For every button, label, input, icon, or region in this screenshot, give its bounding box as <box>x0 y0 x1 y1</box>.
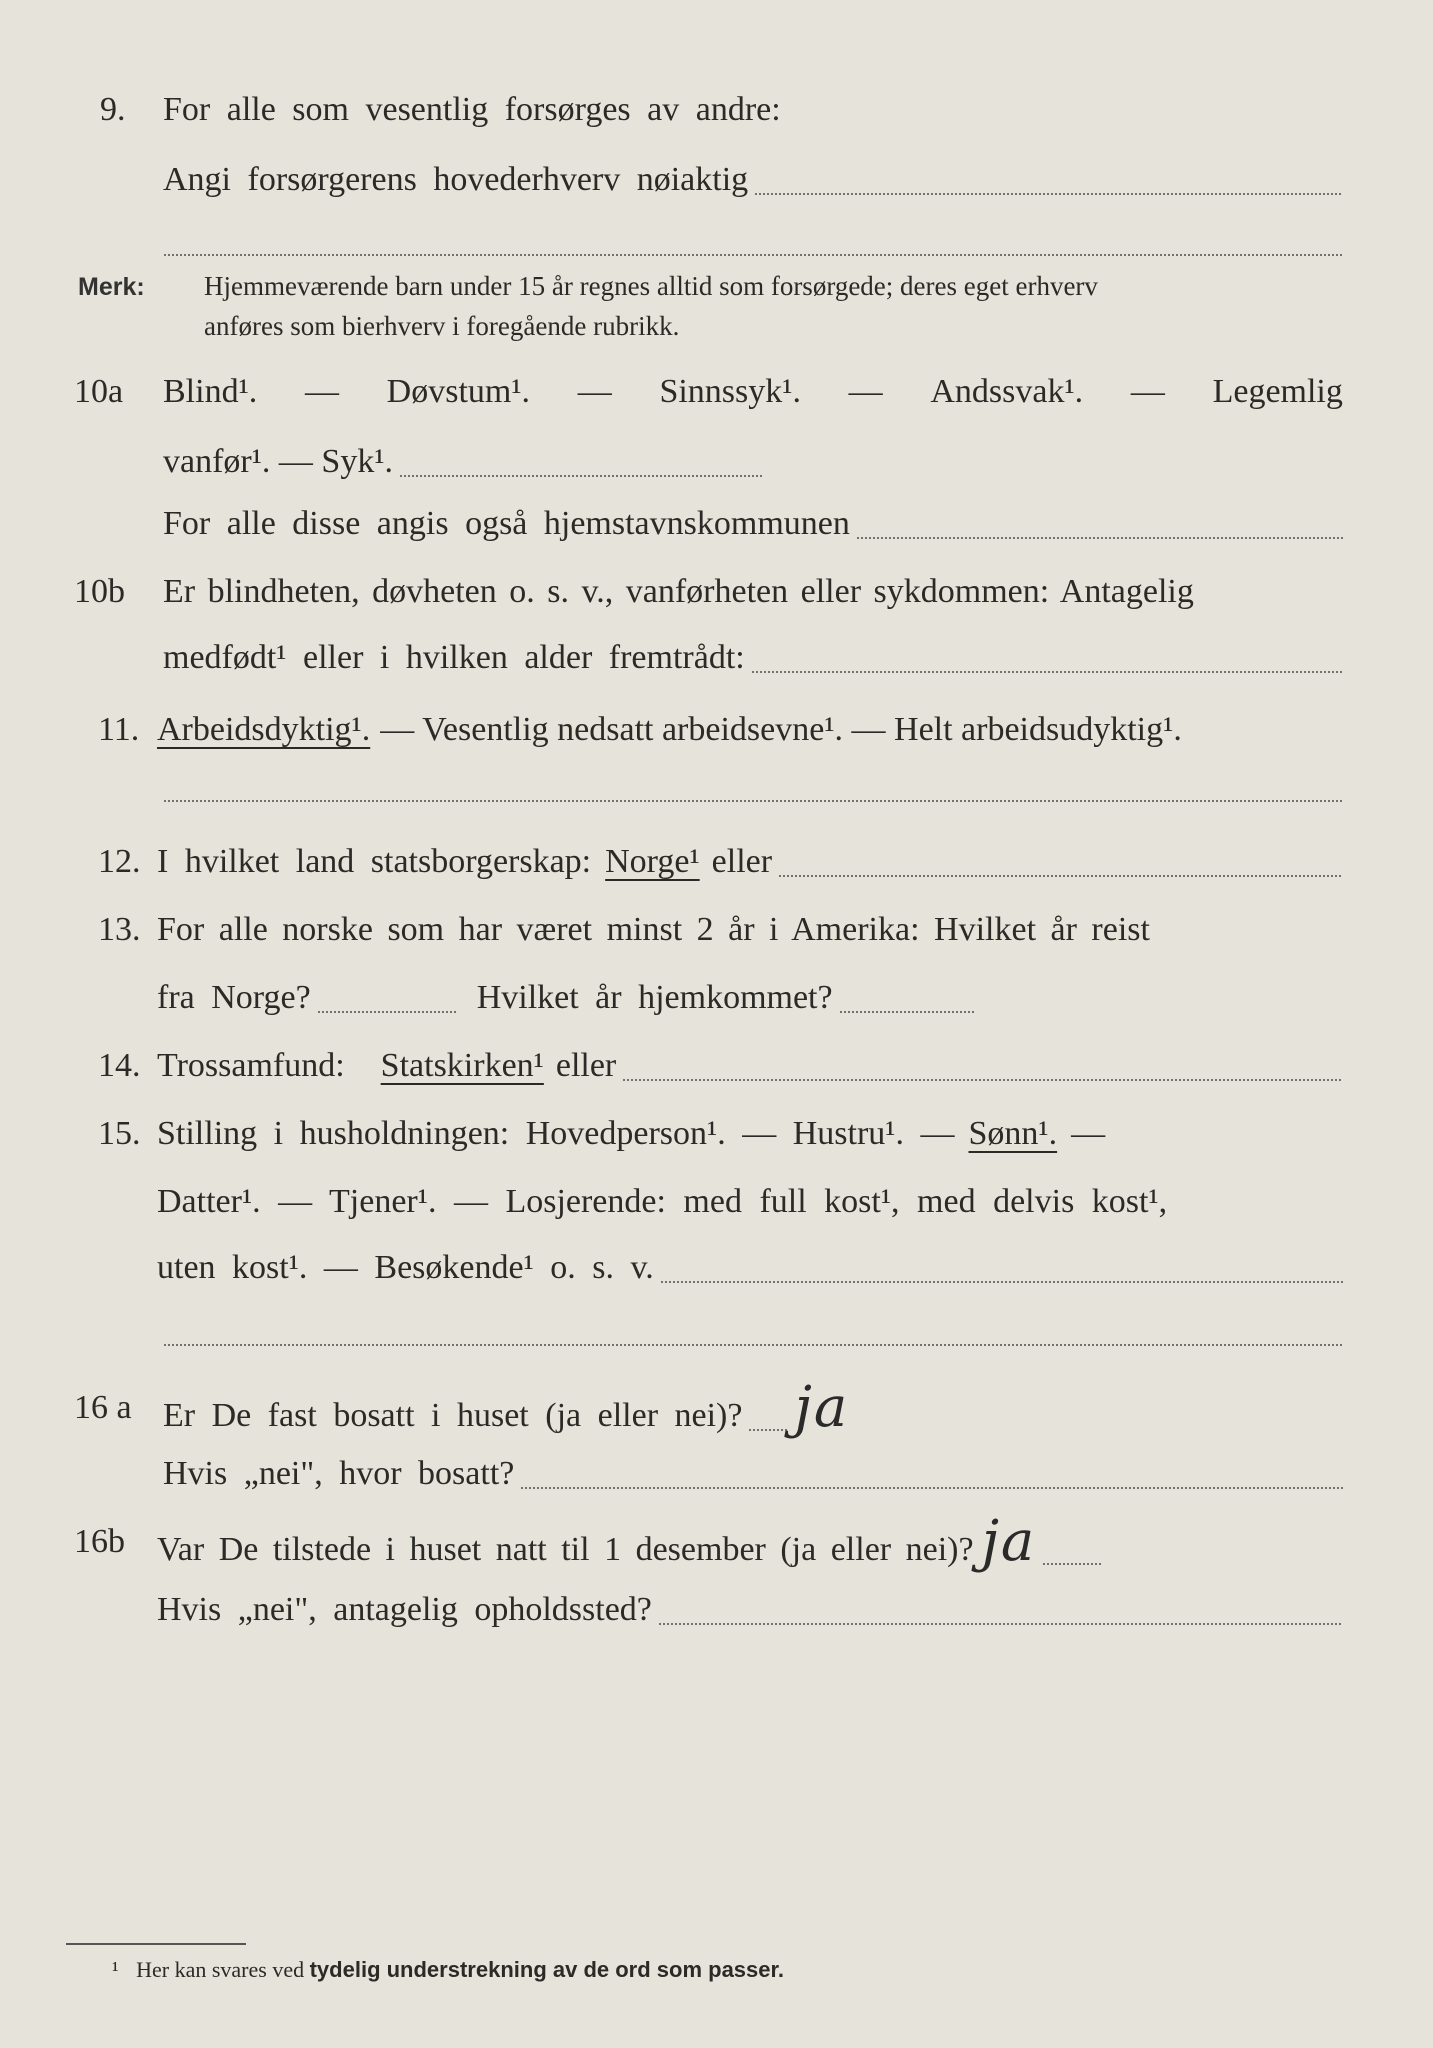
q13-line1: For alle norske som har været minst 2 år i Amerika: Hvilket år reist <box>157 911 1150 948</box>
q16a-line2: Hvis „nei", hvor bosatt? <box>163 1455 515 1492</box>
q16b-row2 <box>0 1580 1433 1640</box>
q9-number: 9. <box>100 91 126 128</box>
q16a-row2 <box>0 1444 1433 1504</box>
q10a-andssvak[interactable]: Andssvak¹. <box>930 373 1084 410</box>
q10a-hjemstavn-answer-line[interactable] <box>856 537 1343 539</box>
merk-note <box>204 266 1343 346</box>
q15-answer-line[interactable] <box>660 1281 1343 1283</box>
q16a-line1: Er De fast bosatt i huset (ja eller nei)? <box>163 1397 743 1434</box>
q10a-line2[interactable]: vanfør¹. — Syk¹. <box>163 443 394 480</box>
q10a-legemlig[interactable]: Legemlig <box>1212 373 1343 410</box>
q15-row2 <box>0 1172 1433 1232</box>
q10a-blind[interactable]: Blind¹. <box>163 373 258 410</box>
q13-fra-norge: fra Norge? <box>157 979 311 1016</box>
q10a-dash-4: — <box>1130 373 1165 410</box>
q10b-line1: Er blindheten, døvheten o. s. v., vanførheten eller sykdommen: Antagelig <box>163 573 1194 610</box>
q16b-line1: Var De tilstede i huset natt til 1 desember (ja eller nei)? <box>157 1531 974 1568</box>
q10a-number: 10a <box>74 373 124 410</box>
q10b-answer-line[interactable] <box>751 671 1343 673</box>
q9-row <box>0 80 1433 140</box>
q13-hjemkommet: Hvilket år hjemkommet? <box>476 979 833 1016</box>
q10a-options <box>163 362 1343 422</box>
q12-number: 12. <box>98 843 141 880</box>
q10a-row3 <box>0 494 1433 554</box>
q9-row2 <box>0 150 1433 210</box>
q10a-row <box>0 362 1433 422</box>
q12-prefix: I hvilket land statsborgerskap: <box>157 843 592 880</box>
q14-answer-line[interactable] <box>622 1079 1343 1081</box>
q13-hjemkommet-answer-line[interactable] <box>839 1011 974 1013</box>
q9-line1: For alle som vesentlig forsørges av andre: <box>163 91 781 128</box>
q16b-line2: Hvis „nei", antagelig opholdssted? <box>157 1591 652 1628</box>
merk-label: Merk: <box>78 273 145 301</box>
q15-number: 15. <box>98 1115 141 1152</box>
q11-number: 11. <box>98 711 140 748</box>
q10b-row2 <box>0 628 1433 688</box>
footnote-text: Her kan svares ved <box>136 1957 305 1982</box>
q13-reist-answer-line[interactable] <box>317 1011 457 1013</box>
q14-prefix: Trossamfund: <box>157 1047 345 1084</box>
q11-answer-line[interactable] <box>163 800 1343 802</box>
q9-extra-answer-line[interactable] <box>163 254 1343 256</box>
q16a-row <box>0 1375 1433 1440</box>
q16b-number: 16b <box>74 1523 125 1560</box>
q9-answer-line[interactable] <box>754 193 1343 195</box>
q10a-dovstum[interactable]: Døvstum¹. <box>386 373 531 410</box>
q9-line2: Angi forsørgerens hovederhverv nøiaktig <box>163 161 749 198</box>
q10b-row <box>0 562 1433 622</box>
q14-statskirken-underlined[interactable]: Statskirken¹ <box>380 1047 544 1084</box>
footnote <box>112 1955 784 1985</box>
q10a-dash-1: — <box>304 373 339 410</box>
q14-row <box>0 1036 1433 1096</box>
q10a-sinnssyk[interactable]: Sinnssyk¹. <box>659 373 801 410</box>
q13-row <box>0 900 1433 960</box>
merk-line1: Hjemmeværende barn under 15 år regnes alltid som forsørgede; deres eget erhverv <box>204 271 1098 301</box>
merk-line2: anføres som bierhverv i foregående rubrikk. <box>204 311 680 341</box>
q15-line2[interactable]: Datter¹. — Tjener¹. — Losjerende: med full kost¹, med delvis kost¹, <box>157 1183 1168 1220</box>
q10b-number: 10b <box>74 573 125 610</box>
q16b-row <box>0 1509 1433 1574</box>
q13-number: 13. <box>98 911 141 948</box>
q16a-answer-line[interactable] <box>748 1429 788 1431</box>
q14-eller: eller <box>555 1047 617 1084</box>
q15-dash: — <box>1071 1115 1106 1152</box>
q16a-handwritten-answer[interactable]: ja <box>794 1375 850 1440</box>
q12-norge-underlined[interactable]: Norge¹ <box>605 843 700 880</box>
q12-eller: eller <box>711 843 773 880</box>
q16a-number: 16 a <box>74 1389 132 1426</box>
q15-row3 <box>0 1238 1433 1298</box>
q15-row <box>0 1104 1433 1164</box>
q11-rest[interactable]: — Vesentlig nedsatt arbeidsevne¹. — Helt arbeidsudyktig¹. <box>380 711 1182 748</box>
q10b-line2: medfødt¹ eller i hvilken alder fremtrådt: <box>163 639 745 676</box>
q10a-row2 <box>0 432 1433 492</box>
q16a-bosatt-answer-line[interactable] <box>520 1487 1343 1489</box>
q16b-handwritten-answer[interactable]: ja <box>981 1509 1037 1574</box>
q16b-opholdssted-answer-line[interactable] <box>658 1623 1343 1625</box>
q10a-dash-2: — <box>577 373 612 410</box>
q16b-answer-line[interactable] <box>1042 1563 1102 1565</box>
footnote-bold-text: tydelig understrekning av de ord som passer. <box>309 1957 784 1982</box>
q13-row2 <box>0 968 1433 1028</box>
q15-line3[interactable]: uten kost¹. — Besøkende¹ o. s. v. <box>157 1249 654 1286</box>
q11-arbeidsdyktig-underlined[interactable]: Arbeidsdyktig¹. <box>157 711 371 748</box>
q15-line1[interactable]: Stilling i husholdningen: Hovedperson¹. — Hustru¹. — <box>157 1115 955 1152</box>
q12-answer-line[interactable] <box>778 875 1343 877</box>
q10a-dash-3: — <box>848 373 883 410</box>
q15-sonn-underlined[interactable]: Sønn¹. <box>968 1115 1058 1152</box>
footnote-mark: ¹ <box>112 1957 119 1982</box>
q10a-syk-answer-line[interactable] <box>399 475 764 477</box>
q14-number: 14. <box>98 1047 141 1084</box>
q11-row <box>0 700 1433 760</box>
q10a-line3: For alle disse angis også hjemstavnskommunen <box>163 505 850 542</box>
q12-row <box>0 832 1433 892</box>
footnote-divider <box>66 1943 246 1945</box>
q15-extra-answer-line[interactable] <box>163 1344 1343 1346</box>
